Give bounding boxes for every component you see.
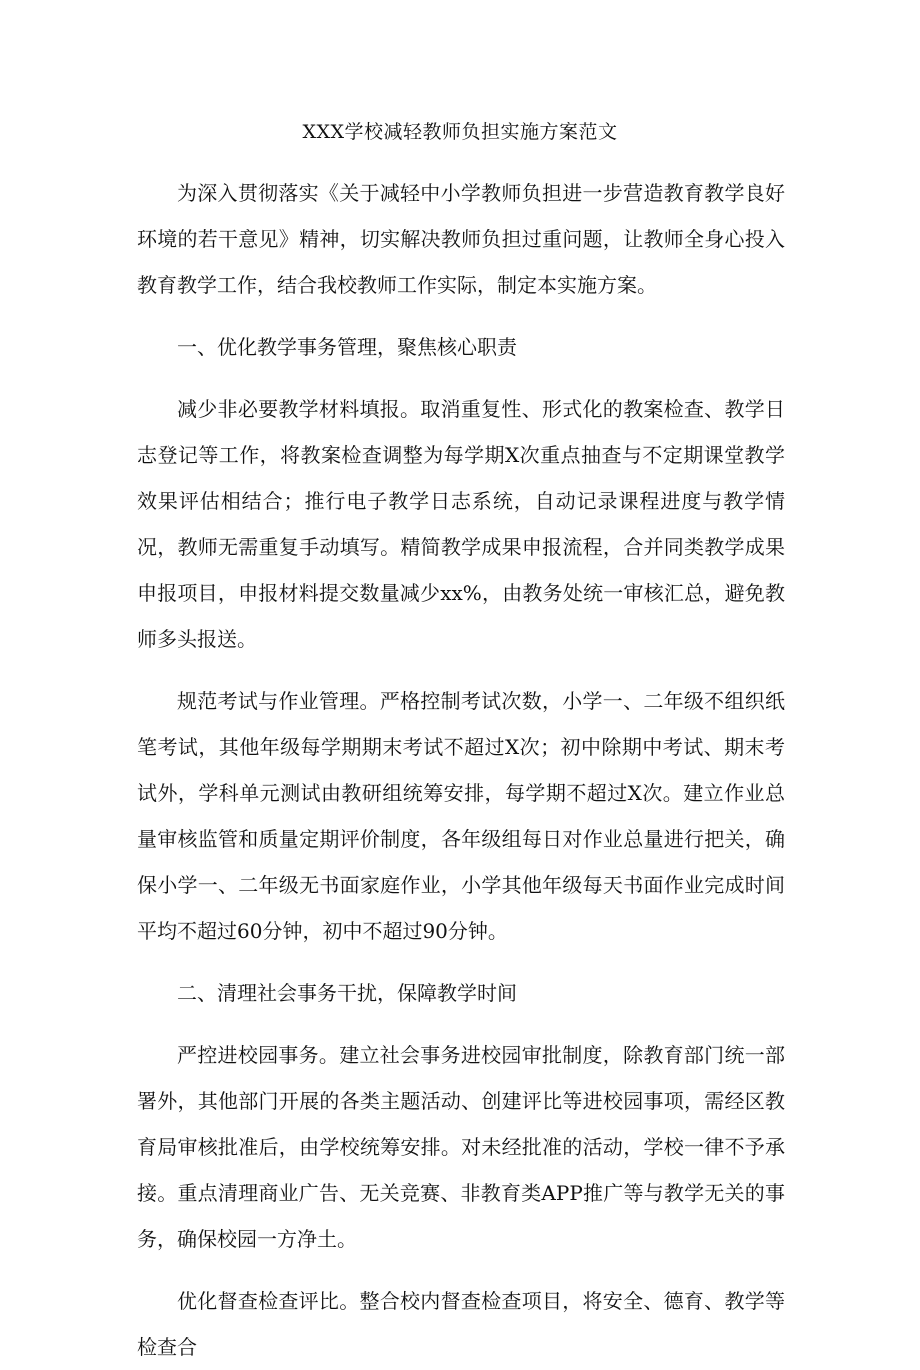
- spacer: [137, 370, 785, 386]
- intro-paragraph: 为深入贯彻落实《关于减轻中小学教师负担进一步营造教育教学良好环境的若干意见》精神，切实解决教师负担过重问题，让教师全身心投入教育教学工作，结合我校教师工作实际，制定本实施方案。: [137, 181, 785, 297]
- section-2-paragraph-2: 优化督查检查评比。整合校内督查检查项目，将安全、德育、教学等检查合: [137, 1289, 785, 1359]
- section-2-heading: 二、清理社会事务干扰，保障教学时间: [177, 981, 517, 1005]
- section-1-paragraph-2: 规范考试与作业管理。严格控制考试次数，小学一、二年级不组织纸笔考试，其他年级每学期期末考试不超过X次；初中除期中考试、期末考试外，学科单元测试由教研组统筹安排，每学期不超过X次。建立作业总量审核监管和质量定期评价制度，各年级组每日对作业总量进行把关，确保小学一、二年级无书面家庭作业，小学其他年级每天书面作业完成时间平均不超过60分钟，初中不超过90分钟。: [137, 689, 785, 943]
- section-1-paragraph-1: 减少非必要教学材料填报。取消重复性、形式化的教案检查、教学日志登记等工作，将教案检查调整为每学期X次重点抽查与不定期课堂教学效果评估相结合；推行电子教学日志系统，自动记录课程进度与教学情况，教师无需重复手动填写。精简教学成果申报流程，合并同类教学成果申报项目，申报材料提交数量减少xx%，由教务处统一审核汇总，避免教师多头报送。: [137, 397, 785, 651]
- spacer: [137, 662, 785, 678]
- spacer: [137, 308, 785, 324]
- spacer: [137, 1016, 785, 1032]
- section-2-paragraph-1: 严控进校园事务。建立社会事务进校园审批制度，除教育部门统一部署外，其他部门开展的各类主题活动、创建评比等进校园事项，需经区教育局审核批准后，由学校统筹安排。对未经批准的活动，学校一律不予承接。重点清理商业广告、无关竞赛、非教育类APP推广等与教学无关的事务，确保校园一方净土。: [137, 1043, 785, 1251]
- section-1-heading: 一、优化教学事务管理，聚焦核心职责: [177, 335, 517, 359]
- spacer: [137, 1262, 785, 1278]
- document-body: [137, 170, 785, 1370]
- document-title: XXX学校减轻教师负担实施方案范文: [302, 121, 618, 143]
- spacer: [137, 954, 785, 970]
